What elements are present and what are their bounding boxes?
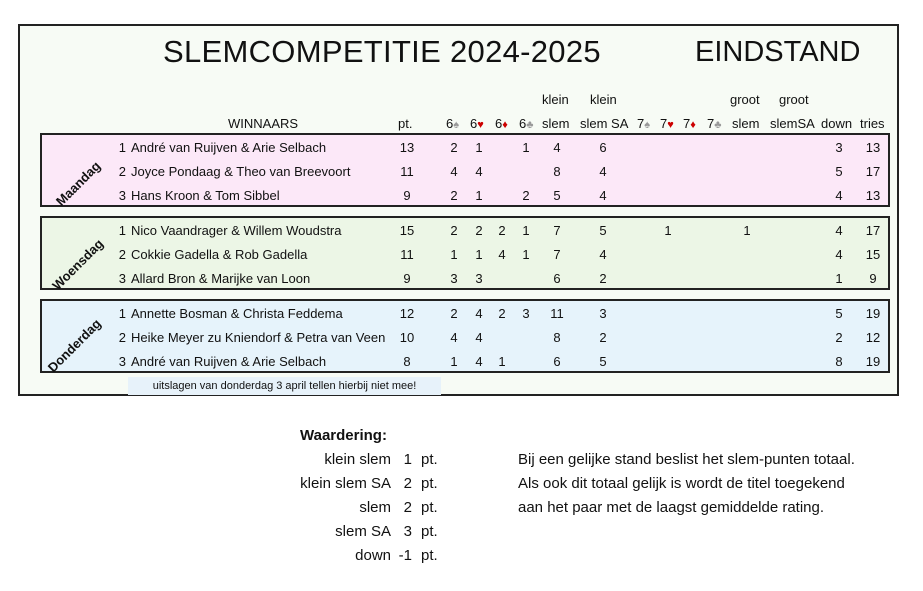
cell-names: André van Ruijven & Arie Selbach: [131, 140, 327, 155]
suit-icon: ♠: [453, 119, 460, 131]
cell-rank: 2: [118, 247, 126, 262]
cell-c6d: 2: [498, 223, 506, 238]
cell-c6c: 3: [522, 306, 530, 321]
header-6c-text: 6♣: [519, 116, 534, 131]
header-7-hearts: [660, 116, 674, 131]
cell-c6h: 4: [475, 330, 483, 345]
cell-tries: 12: [865, 330, 881, 345]
cell-tries: 19: [865, 306, 881, 321]
suit-icon: ♥: [477, 119, 484, 131]
header-7d-text: 7♦: [683, 116, 696, 131]
header-6d-text: 6♦: [495, 116, 508, 131]
cell-pt: 13: [399, 140, 415, 155]
cell-c6s: 3: [450, 271, 458, 286]
cell-names: Annette Bosman & Christa Feddema: [131, 306, 343, 321]
header-groot-slemsa: slemSA: [770, 116, 815, 131]
waardering-label: down: [355, 547, 391, 564]
cell-c6c: 1: [522, 223, 530, 238]
cell-slem: 6: [553, 271, 561, 286]
cell-down: 5: [835, 306, 843, 321]
cell-c6s: 4: [450, 330, 458, 345]
cell-pt: 9: [403, 188, 411, 203]
waardering-value: 2: [403, 475, 412, 492]
waardering-unit: pt.: [421, 523, 438, 540]
cell-names: Cokkie Gadella & Rob Gadella: [131, 247, 308, 262]
cell-c7s: 1: [664, 223, 672, 238]
cell-c6d: 1: [498, 354, 506, 369]
header-slem: slem: [542, 116, 570, 131]
cell-rank: 2: [118, 164, 126, 179]
cell-c6h: 2: [475, 223, 483, 238]
cell-rank: 1: [118, 223, 126, 238]
waardering-label: klein slem: [324, 451, 391, 468]
header-down: down: [821, 116, 853, 131]
cell-names: Heike Meyer zu Kniendorf & Petra van Veen: [131, 330, 386, 345]
cell-rank: 2: [118, 330, 126, 345]
cell-slem: 11: [550, 306, 564, 321]
cell-slemsa: 5: [599, 354, 607, 369]
cell-tries: 9: [869, 271, 877, 286]
cell-rank: 3: [118, 354, 126, 369]
day-label-woensdag: Woensdag: [49, 236, 107, 293]
footnote-banner: uitslagen van donderdag 3 april tellen hierbij niet mee!: [128, 377, 441, 395]
suit-icon: ♦: [502, 119, 508, 131]
header-klein-slemsa-top: klein: [590, 92, 617, 107]
header-pt: pt.: [398, 116, 413, 131]
header-6-hearts: [470, 116, 484, 131]
cell-down: 5: [835, 164, 843, 179]
cell-names: André van Ruijven & Arie Selbach: [131, 354, 327, 369]
cell-c6d: 4: [498, 247, 506, 262]
header-slemsa: slem SA: [580, 116, 629, 131]
cell-slem: 7: [553, 223, 561, 238]
cell-c6h: 4: [475, 164, 483, 179]
cell-pt: 9: [403, 271, 411, 286]
cell-tries: 17: [865, 164, 881, 179]
cell-down: 4: [835, 247, 843, 262]
cell-slemsa: 4: [599, 164, 607, 179]
rule-line-3: aan het paar met de laagst gemiddelde rating.: [518, 499, 825, 516]
suit-icon: ♥: [667, 119, 674, 131]
cell-tries: 13: [865, 188, 881, 203]
day-label-maandag: Maandag: [52, 158, 104, 209]
waardering-value: -1: [398, 547, 412, 564]
cell-down: 1: [835, 271, 843, 286]
cell-c6s: 1: [450, 247, 458, 262]
cell-c6h: 1: [475, 247, 483, 262]
cell-c6s: 4: [450, 164, 458, 179]
header-6-clubs: [519, 116, 533, 131]
cell-c6h: 4: [475, 354, 483, 369]
waardering-label: klein slem SA: [300, 475, 391, 492]
waardering-unit: pt.: [421, 499, 438, 516]
header-7-diamonds: [683, 116, 696, 131]
suit-icon: ♣: [714, 119, 722, 131]
cell-c6c: 2: [522, 188, 530, 203]
cell-names: Joyce Pondaag & Theo van Breevoort: [131, 164, 351, 179]
header-7c-text: 7♣: [707, 116, 722, 131]
cell-pt: 10: [399, 330, 415, 345]
header-6-diamonds: [495, 116, 508, 131]
cell-rank: 1: [118, 306, 126, 321]
page-subtitle: EINDSTAND: [695, 36, 861, 68]
header-groot-slem-top: groot: [730, 92, 760, 107]
cell-c6s: 1: [450, 354, 458, 369]
waardering-label: slem SA: [335, 523, 391, 540]
cell-slemsa: 4: [599, 188, 607, 203]
cell-slemsa: 2: [599, 271, 607, 286]
cell-rank: 3: [118, 188, 126, 203]
cell-slem: 8: [553, 164, 561, 179]
cell-c6c: 1: [522, 140, 530, 155]
cell-c6s: 2: [450, 188, 458, 203]
cell-slemsa: 6: [599, 140, 607, 155]
cell-tries: 19: [865, 354, 881, 369]
cell-c6c: 1: [522, 247, 530, 262]
cell-slem: 8: [553, 330, 561, 345]
cell-gslem: 1: [743, 223, 751, 238]
cell-c6h: 1: [475, 140, 483, 155]
cell-slem: 5: [553, 188, 561, 203]
cell-names: Nico Vaandrager & Willem Woudstra: [131, 223, 342, 238]
header-groot-slem: slem: [732, 116, 760, 131]
rule-line-2: Als ook dit totaal gelijk is wordt de titel toegekend: [518, 475, 845, 492]
cell-c6d: 2: [498, 306, 506, 321]
cell-slemsa: 2: [599, 330, 607, 345]
day-label-donderdag: Donderdag: [44, 315, 104, 376]
waardering-value: 2: [403, 499, 412, 516]
cell-c6h: 1: [475, 188, 483, 203]
cell-pt: 11: [400, 247, 414, 262]
cell-rank: 3: [118, 271, 126, 286]
header-groot-slemsa-top: groot: [779, 92, 809, 107]
cell-down: 4: [835, 223, 843, 238]
cell-c6s: 2: [450, 223, 458, 238]
cell-pt: 15: [399, 223, 415, 238]
suit-icon: ♦: [690, 119, 696, 131]
waardering-unit: pt.: [421, 451, 438, 468]
cell-slem: 7: [553, 247, 561, 262]
cell-pt: 12: [399, 306, 415, 321]
cell-slem: 6: [553, 354, 561, 369]
header-6-spades: [446, 116, 459, 131]
waardering-unit: pt.: [421, 475, 438, 492]
header-6s-text: 6♠: [446, 116, 460, 131]
cell-c6s: 2: [450, 306, 458, 321]
waardering-title: Waardering:: [300, 427, 387, 444]
cell-down: 2: [835, 330, 843, 345]
cell-pt: 11: [400, 164, 414, 179]
cell-slemsa: 4: [599, 247, 607, 262]
suit-icon: ♣: [526, 119, 534, 131]
cell-down: 4: [835, 188, 843, 203]
cell-slemsa: 5: [599, 223, 607, 238]
waardering-value: 3: [403, 523, 412, 540]
header-klein-slem-top: klein: [542, 92, 569, 107]
cell-tries: 15: [865, 247, 881, 262]
cell-rank: 1: [118, 140, 126, 155]
header-7s-text: 7♠: [637, 116, 651, 131]
cell-c6h: 4: [475, 306, 483, 321]
rule-line-1: Bij een gelijke stand beslist het slem-punten totaal.: [518, 451, 855, 468]
cell-tries: 17: [865, 223, 881, 238]
waardering-unit: pt.: [421, 547, 438, 564]
header-winnaars: WINNAARS: [228, 116, 299, 131]
waardering-value: 1: [403, 451, 412, 468]
cell-down: 3: [835, 140, 843, 155]
header-tries: tries: [860, 116, 885, 131]
suit-icon: ♠: [644, 119, 651, 131]
cell-tries: 13: [865, 140, 881, 155]
cell-c6s: 2: [450, 140, 458, 155]
header-7-spades: [637, 116, 650, 131]
cell-down: 8: [835, 354, 843, 369]
page-title: SLEMCOMPETITIE 2024-2025: [163, 34, 601, 69]
cell-slemsa: 3: [599, 306, 607, 321]
waardering-label: slem: [359, 499, 391, 516]
cell-names: Hans Kroon & Tom Sibbel: [131, 188, 280, 203]
cell-slem: 4: [553, 140, 561, 155]
header-6h-text: 6♥: [470, 116, 484, 131]
cell-c6h: 3: [475, 271, 483, 286]
header-7h-text: 7♥: [660, 116, 674, 131]
header-7-clubs: [707, 116, 721, 131]
cell-names: Allard Bron & Marijke van Loon: [131, 271, 311, 286]
cell-pt: 8: [403, 354, 411, 369]
